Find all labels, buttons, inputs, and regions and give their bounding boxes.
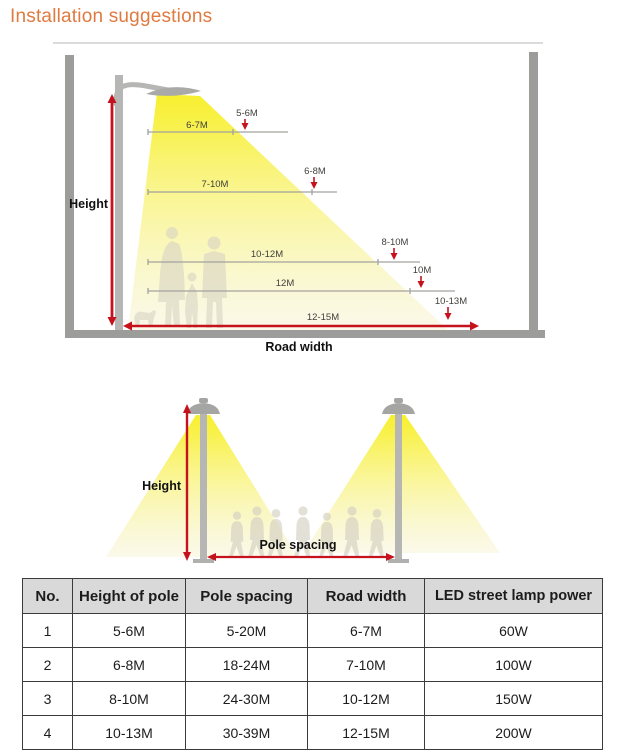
- table-cell: 10-13M: [73, 716, 186, 750]
- table-cell: 200W: [425, 716, 603, 750]
- table-cell: 6-7M: [308, 614, 425, 648]
- page-title: Installation suggestions: [10, 6, 213, 27]
- table-header-row: [23, 579, 603, 614]
- mount-height-label: 6-8M: [304, 166, 326, 177]
- table-cell: 18-24M: [186, 648, 308, 682]
- table-cell: 7-10M: [308, 648, 425, 682]
- header-height-of-pole: Height of pole: [73, 579, 186, 614]
- table-row: [23, 648, 603, 682]
- table-cell: 8-10M: [73, 682, 186, 716]
- street-lamp-pole: [395, 412, 402, 560]
- down-arrow-icon: [391, 253, 398, 260]
- pole-base: [388, 559, 409, 563]
- mount-height-label: 8-10M: [381, 237, 409, 248]
- table-cell: 150W: [425, 682, 603, 716]
- table-row: [23, 716, 603, 750]
- down-arrow-icon: [418, 281, 425, 288]
- table-cell: 6-8M: [73, 648, 186, 682]
- header-led-power: LED street lamp power: [425, 579, 603, 614]
- table-cell: 5-20M: [186, 614, 308, 648]
- table-cell: 4: [23, 716, 73, 750]
- table-cell: 3: [23, 682, 73, 716]
- header-no: No.: [23, 579, 73, 614]
- figure1-ground: [65, 330, 545, 338]
- road-width-label: Road width: [265, 340, 333, 354]
- table-row: [23, 682, 603, 716]
- table-cell: 30-39M: [186, 716, 308, 750]
- beam-width-label: 6-7M: [186, 120, 208, 131]
- right-arrow-icon: [470, 322, 479, 331]
- table-cell: 1: [23, 614, 73, 648]
- table-cell: 5-6M: [73, 614, 186, 648]
- table-cell: 24-30M: [186, 682, 308, 716]
- pole-spacing-label: Pole spacing: [259, 538, 337, 552]
- down-arrow-icon: [242, 123, 249, 130]
- beam-width-label: 10-12M: [250, 249, 284, 260]
- lamp-cap-nub: [199, 398, 208, 403]
- header-road-width: Road width: [308, 579, 425, 614]
- table-row: [23, 614, 603, 648]
- spec-table: [22, 578, 603, 750]
- table-cell: 2: [23, 648, 73, 682]
- figure2-pole-spacing-diagram: [106, 398, 500, 563]
- beam-width-label: 12-15M: [306, 312, 340, 323]
- left-arrow-icon: [123, 322, 132, 331]
- figure1-road-width-diagram: [53, 43, 545, 354]
- beam-width-label: 7-10M: [201, 179, 229, 190]
- table-cell: 60W: [425, 614, 603, 648]
- figure1-height-label: Height: [69, 197, 108, 211]
- table-cell: 100W: [425, 648, 603, 682]
- street-lamp-head-icon: [187, 403, 220, 414]
- lamp-cap-nub: [394, 398, 403, 403]
- table-cell: 10-12M: [308, 682, 425, 716]
- down-arrow-icon: [445, 313, 452, 320]
- pole-base: [193, 559, 214, 563]
- beam-width-label: 12M: [275, 278, 295, 289]
- table-cell: 12-15M: [308, 716, 425, 750]
- figure1-left-wall: [65, 55, 74, 331]
- mount-height-label: 10M: [412, 265, 432, 276]
- street-lamp-pole: [115, 75, 123, 330]
- figure1-right-wall: [529, 52, 538, 331]
- header-pole-spacing: Pole spacing: [186, 579, 308, 614]
- down-arrow-icon: [311, 182, 318, 189]
- street-lamp-pole: [200, 412, 207, 560]
- figure2-height-label: Height: [142, 479, 181, 493]
- street-lamp-head-icon: [382, 403, 415, 414]
- mount-height-label: 5-6M: [236, 108, 258, 119]
- mount-height-label: 10-13M: [434, 296, 468, 307]
